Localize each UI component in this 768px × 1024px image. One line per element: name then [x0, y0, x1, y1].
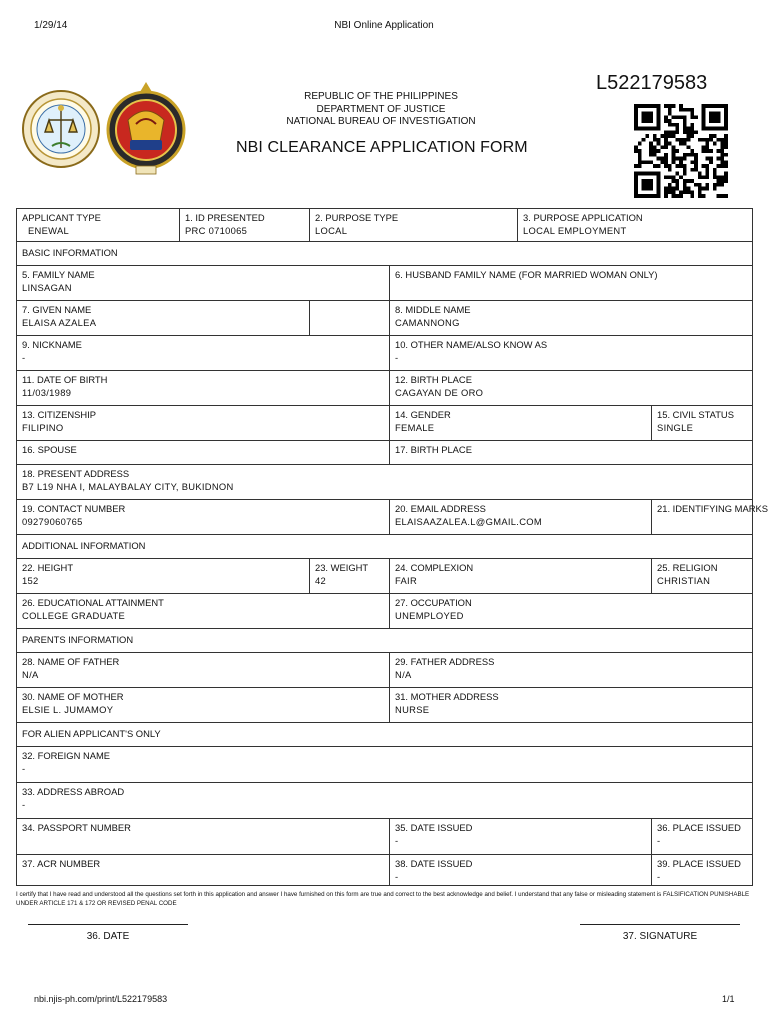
field-label: 17. BIRTH PLACE	[395, 444, 472, 455]
field-value: ENEWAL	[28, 224, 70, 236]
reference-number: L522179583	[596, 72, 708, 94]
field-value: 09279060765	[22, 515, 83, 527]
print-page-title: NBI Online Application	[334, 20, 434, 31]
field-value: CAGAYAN DE ORO	[395, 386, 484, 398]
gender-cell	[390, 406, 652, 441]
father-name-cell	[17, 653, 390, 688]
field-label: 19. CONTACT NUMBER	[22, 503, 126, 514]
date-of-birth-cell	[17, 371, 390, 406]
id-presented-cell	[180, 209, 310, 242]
field-value: CHRISTIAN	[657, 574, 711, 586]
print-date: 1/29/14	[34, 20, 68, 31]
field-value: ELAISA AZALEA	[22, 316, 97, 328]
field-label: 15. CIVIL STATUS	[657, 409, 734, 420]
field-label: 12. BIRTH PLACE	[395, 374, 472, 385]
footer-url: nbi.njis-ph.com/print/L522179583	[34, 994, 168, 1004]
acr-date-issued-cell	[390, 855, 652, 886]
husband-family-name-cell	[390, 266, 753, 301]
email-address-cell	[390, 500, 652, 535]
address-abroad-cell	[17, 783, 753, 819]
passport-place-issued-cell	[652, 819, 753, 855]
nbi-seal-icon	[106, 80, 186, 178]
field-value: -	[657, 870, 661, 882]
field-label: 38. DATE ISSUED	[395, 858, 473, 869]
field-label: 31. MOTHER ADDRESS	[395, 691, 499, 702]
field-value: UNEMPLOYED	[395, 609, 464, 621]
certification-statement: I certify that I have read and understood all the questions set forth in this application and answer I have furnished on this form are true and correct to the best acknowledge and belief. I understand that any false or misleading statement is FALSIFICATION PUNISHABLE UNDER ARTICLE 171 & 172 OR REVISED PENAL CODE	[16, 891, 750, 907]
header-bureau: NATIONAL BUREAU OF INVESTIGATION	[286, 116, 476, 127]
field-label: 37. ACR NUMBER	[22, 858, 101, 869]
education-cell	[17, 594, 390, 629]
field-value: -	[395, 351, 399, 363]
contact-number-cell	[17, 500, 390, 535]
section-basic-information: BASIC INFORMATION	[17, 242, 753, 266]
spouse-birth-place-cell	[390, 441, 753, 465]
field-label: 7. GIVEN NAME	[22, 304, 92, 315]
field-label: 22. HEIGHT	[22, 562, 74, 573]
field-value: -	[22, 762, 26, 774]
field-value: 42	[315, 574, 327, 586]
field-value: -	[657, 834, 661, 846]
mother-name-cell	[17, 688, 390, 723]
present-address-cell	[17, 465, 753, 500]
field-label: 13. CITIZENSHIP	[22, 409, 96, 420]
field-value: N/A	[22, 668, 39, 680]
field-value: LOCAL EMPLOYMENT	[523, 224, 627, 236]
field-label: 11. DATE OF BIRTH	[22, 374, 108, 385]
field-value: -	[22, 798, 26, 810]
field-label: 21. IDENTIFYING MARKS	[657, 503, 768, 514]
field-label: 25. RELIGION	[657, 562, 718, 573]
section-alien-applicants: FOR ALIEN APPLICANT'S ONLY	[17, 723, 753, 747]
field-value: SINGLE	[657, 421, 694, 433]
section-additional-information: ADDITIONAL INFORMATION	[17, 535, 753, 559]
identifying-marks-cell	[652, 500, 768, 535]
field-value: -	[395, 870, 399, 882]
purpose-application-cell	[518, 209, 753, 242]
field-label: 10. OTHER NAME/ALSO KNOW AS	[395, 339, 548, 350]
field-value: ELAISAAZALEA.L@GMAIL.COM	[395, 515, 542, 527]
field-value: 11/03/1989	[22, 386, 72, 398]
field-label: 34. PASSPORT NUMBER	[22, 822, 131, 833]
field-label: 29. FATHER ADDRESS	[395, 656, 495, 667]
field-value: B7 L19 NHA I, MALAYBALAY CITY, BUKIDNON	[22, 480, 234, 492]
applicant-type-cell	[17, 209, 180, 242]
field-value: CAMANNONG	[395, 316, 460, 328]
doj-seal-icon	[22, 88, 100, 170]
field-label: 27. OCCUPATION	[395, 597, 472, 608]
acr-place-issued-cell	[652, 855, 753, 886]
civil-status-cell	[652, 406, 753, 441]
header-department: DEPARTMENT OF JUSTICE	[316, 103, 446, 115]
field-value: LINSAGAN	[22, 281, 72, 293]
height-cell	[17, 559, 310, 594]
date-label: 36. DATE	[86, 931, 130, 942]
footer-page-number: 1/1	[722, 994, 735, 1004]
birth-place-cell	[390, 371, 753, 406]
complexion-cell	[390, 559, 652, 594]
field-label: 32. FOREIGN NAME	[22, 750, 111, 761]
spouse-cell	[17, 441, 390, 465]
religion-cell	[652, 559, 753, 594]
field-label: 3. PURPOSE APPLICATION	[523, 212, 643, 223]
field-value: N/A	[395, 668, 412, 680]
field-value: ELSIE L. JUMAMOY	[22, 703, 114, 715]
mother-address-cell	[390, 688, 753, 723]
field-label: 16. SPOUSE	[22, 444, 77, 455]
foreign-name-cell	[17, 747, 753, 783]
field-label: 6. HUSBAND FAMILY NAME (FOR MARRIED WOMAN ONLY)	[395, 269, 658, 280]
qr-code-icon	[634, 104, 728, 198]
family-name-cell	[17, 266, 390, 301]
date-signature-line	[28, 914, 188, 925]
field-value: FILIPINO	[22, 421, 64, 433]
field-label: 35. DATE ISSUED	[395, 822, 473, 833]
citizenship-cell	[17, 406, 390, 441]
given-name-cell	[17, 301, 310, 336]
weight-cell	[310, 559, 390, 594]
father-address-cell	[390, 653, 753, 688]
field-label: 14. GENDER	[395, 409, 451, 420]
other-name-cell	[390, 336, 753, 371]
passport-date-issued-cell	[390, 819, 652, 855]
application-form-table	[16, 208, 768, 886]
field-label: 9. NICKNAME	[22, 339, 82, 350]
field-value: COLLEGE GRADUATE	[22, 609, 126, 621]
field-label: 20. EMAIL ADDRESS	[395, 503, 486, 514]
purpose-type-cell	[310, 209, 518, 242]
agency-header	[236, 91, 526, 129]
section-parents-information: PARENTS INFORMATION	[17, 629, 753, 653]
signature-label: 37. SIGNATURE	[622, 931, 698, 942]
field-label: 26. EDUCATIONAL ATTAINMENT	[22, 597, 164, 608]
signature-line	[580, 914, 740, 925]
field-value: -	[22, 351, 26, 363]
field-label: 33. ADDRESS ABROAD	[22, 786, 125, 797]
field-value: LOCAL	[315, 224, 348, 236]
field-label: 28. NAME OF FATHER	[22, 656, 120, 667]
form-title: NBI CLEARANCE APPLICATION FORM	[236, 139, 528, 156]
nickname-cell	[17, 336, 390, 371]
field-label: 23. WEIGHT	[315, 562, 369, 573]
field-label: 39. PLACE ISSUED	[657, 858, 741, 869]
field-label: 36. PLACE ISSUED	[657, 822, 741, 833]
field-label: APPLICANT TYPE	[22, 212, 101, 223]
field-value: -	[395, 834, 399, 846]
field-label: 5. FAMILY NAME	[22, 269, 95, 280]
field-label: 2. PURPOSE TYPE	[315, 212, 399, 223]
passport-number-cell	[17, 819, 390, 855]
field-label: 24. COMPLEXION	[395, 562, 474, 573]
empty-cell	[310, 301, 390, 336]
field-value: FAIR	[395, 574, 418, 586]
occupation-cell	[390, 594, 753, 629]
field-value: FEMALE	[395, 421, 435, 433]
field-value: PRC 0710065	[185, 224, 248, 236]
field-label: 30. NAME OF MOTHER	[22, 691, 124, 702]
acr-number-cell	[17, 855, 390, 886]
field-value: 152	[22, 574, 39, 586]
field-label: 8. MIDDLE NAME	[395, 304, 471, 315]
field-label: 18. PRESENT ADDRESS	[22, 468, 130, 479]
field-label: 1. ID PRESENTED	[185, 212, 265, 223]
middle-name-cell	[390, 301, 753, 336]
header-republic: REPUBLIC OF THE PHILIPPINES	[304, 91, 458, 102]
field-value: NURSE	[395, 703, 430, 715]
